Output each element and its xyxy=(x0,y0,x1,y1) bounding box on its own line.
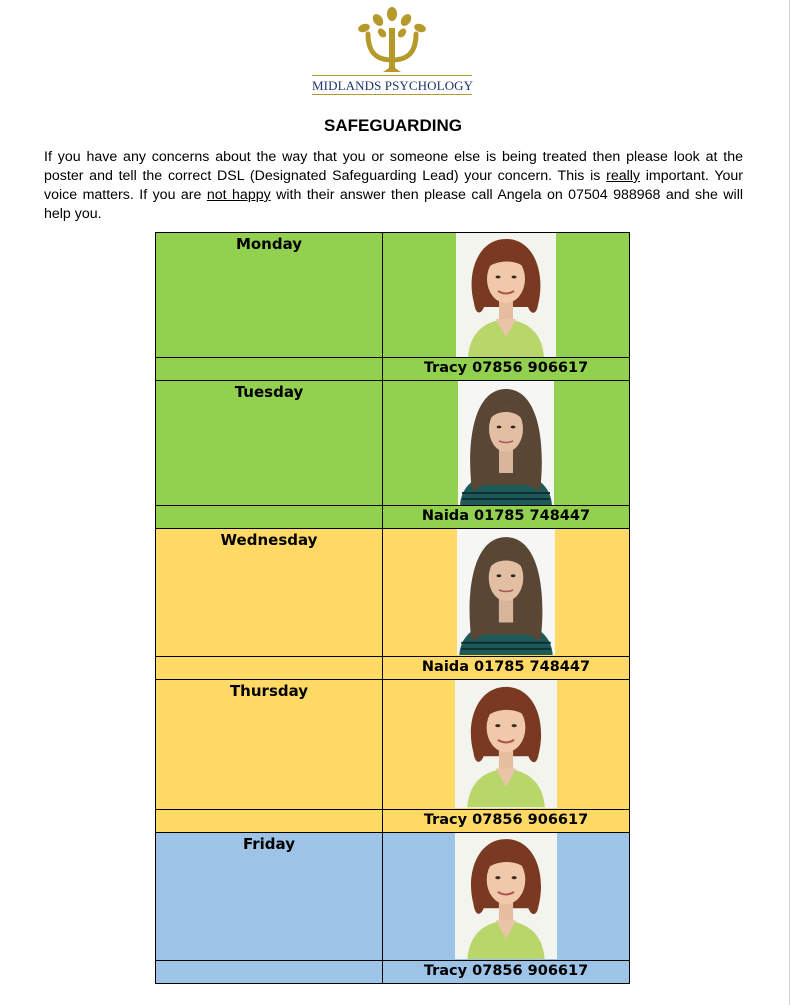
contact-cell: Naida 01785 748447 xyxy=(383,657,630,680)
tracy-portrait-icon xyxy=(456,233,556,357)
table-row xyxy=(156,833,630,961)
intro-emphasis-really: really xyxy=(606,168,641,184)
logo-text: MIDLANDS PSYCHOLOGY xyxy=(312,78,474,93)
intro-text-1: If you have any concerns about the way that you or someone else is being treated then please look at the poster and tell the correct DSL (Designated Safeguarding Lead) your concern. This is xyxy=(44,149,743,184)
midlands-psychology-logo xyxy=(312,6,472,100)
photo-tracy xyxy=(456,233,556,357)
spacer-cell xyxy=(156,810,383,833)
photo-cell xyxy=(383,381,630,506)
table-row xyxy=(156,381,630,506)
psi-tree-icon xyxy=(312,6,472,78)
photo-cell xyxy=(383,233,630,358)
spacer-cell xyxy=(156,358,383,381)
photo-cell xyxy=(383,680,630,810)
tracy-portrait-icon xyxy=(455,833,557,959)
day-cell: Tuesday xyxy=(156,381,383,506)
photo-tracy xyxy=(455,680,557,808)
naida-portrait-icon xyxy=(458,381,554,505)
table-row xyxy=(156,506,630,529)
naida-portrait-icon xyxy=(457,529,555,655)
photo-tracy xyxy=(455,833,557,959)
table-row xyxy=(156,680,630,810)
dsl-rota-table xyxy=(155,232,630,984)
table-row xyxy=(156,233,630,358)
table-row xyxy=(156,358,630,381)
contact-cell: Tracy 07856 906617 xyxy=(383,358,630,381)
spacer-cell xyxy=(156,961,383,984)
table-row xyxy=(156,810,630,833)
table-row xyxy=(156,657,630,680)
photo-naida xyxy=(458,381,554,505)
contact-cell: Tracy 07856 906617 xyxy=(383,810,630,833)
photo-cell xyxy=(383,529,630,657)
table-row xyxy=(156,529,630,657)
spacer-cell xyxy=(156,506,383,529)
day-cell: Wednesday xyxy=(156,529,383,657)
logo-rule-bottom xyxy=(312,94,472,95)
photo-cell xyxy=(383,833,630,961)
table-row xyxy=(156,961,630,984)
contact-cell: Naida 01785 748447 xyxy=(383,506,630,529)
spacer-cell xyxy=(156,657,383,680)
day-cell: Monday xyxy=(156,233,383,358)
intro-text-2: important. Your voice matters. If you are xyxy=(44,168,743,203)
contact-cell: Tracy 07856 906617 xyxy=(383,961,630,984)
intro-paragraph xyxy=(44,148,743,224)
page-title: SAFEGUARDING xyxy=(324,116,462,135)
photo-naida xyxy=(457,529,555,655)
tracy-portrait-icon xyxy=(455,680,557,808)
intro-text-3: with their answer then please call Angela on 07504 988968 and she will help you. xyxy=(44,187,743,222)
day-cell: Friday xyxy=(156,833,383,961)
logo-rule-top xyxy=(312,75,472,76)
day-cell: Thursday xyxy=(156,680,383,810)
intro-emphasis-not-happy: not happy xyxy=(206,187,271,203)
